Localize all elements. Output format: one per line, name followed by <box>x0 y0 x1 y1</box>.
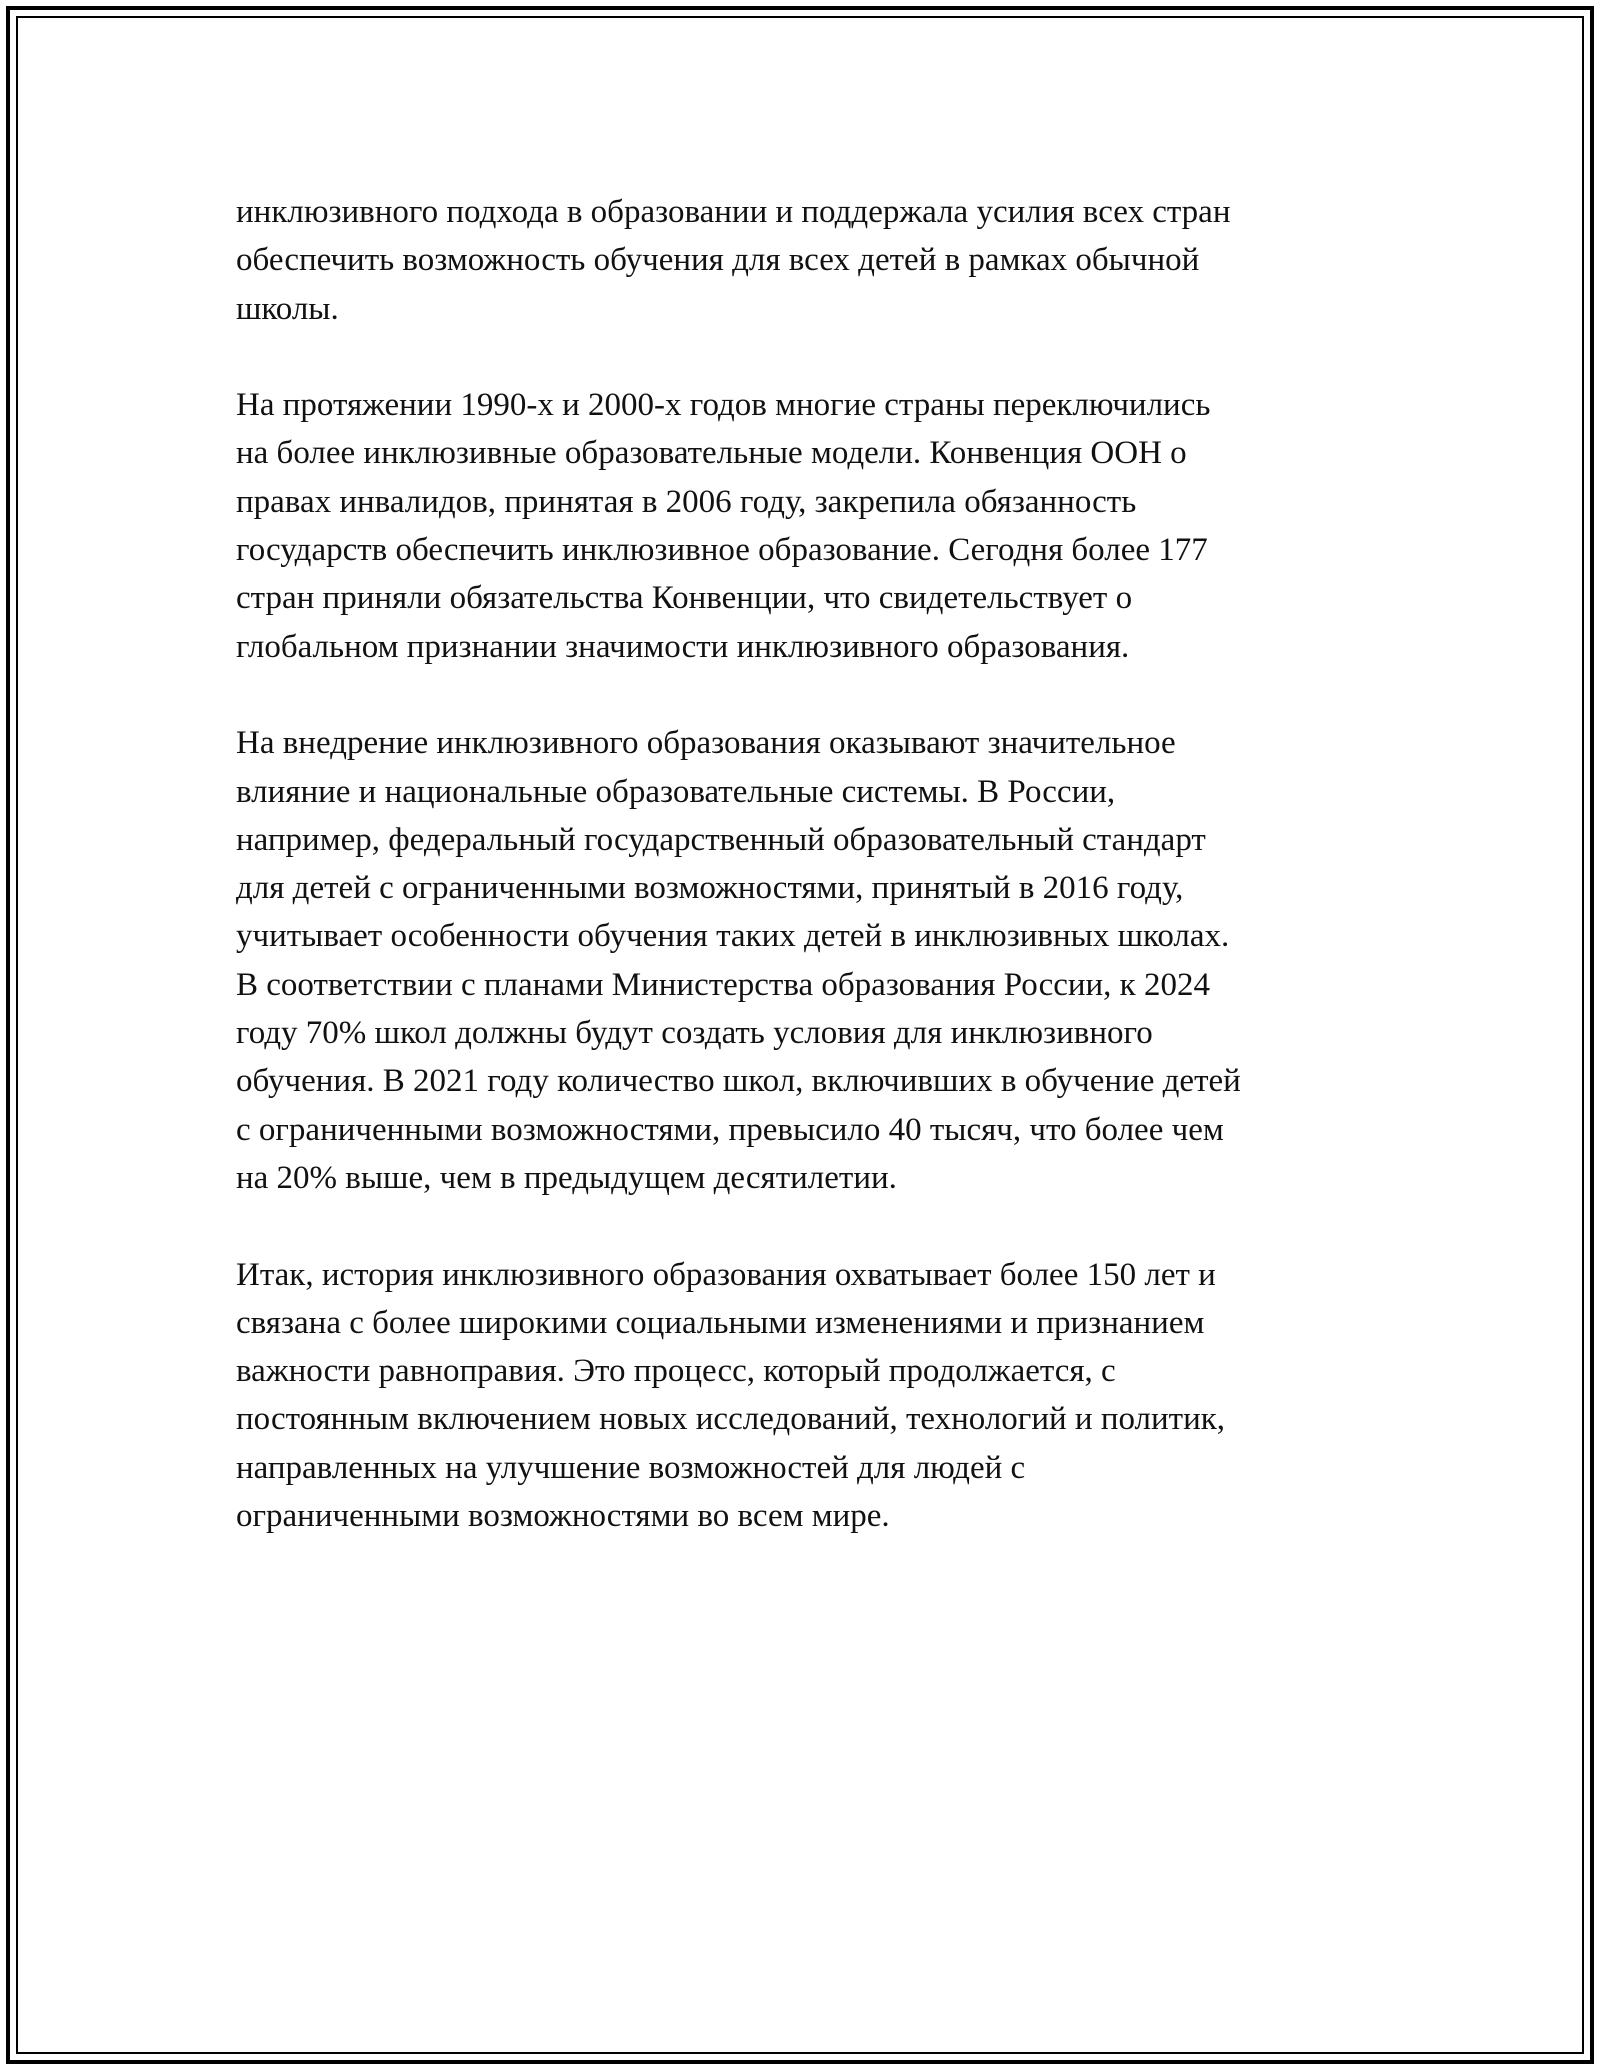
text-line: связана с более широкими социальными изменениями и признанием <box>236 1304 1205 1341</box>
text-line: инклюзивного подхода в образовании и поддержала усилия всех стран <box>236 194 1231 230</box>
text-line: На внедрение инклюзивного образования оказывают значительное <box>236 725 1176 762</box>
text-line: влияние и национальные образовательные системы. В России, <box>236 773 1116 810</box>
text-line: например, федеральный государственный образовательный стандарт <box>236 821 1206 858</box>
text-line: важности равноправия. Это процесс, который продолжается, с <box>236 1353 1116 1390</box>
text-line: На протяжении 1990-х и 2000-х годов многие страны переключились <box>236 387 1211 424</box>
paragraph-3 <box>236 719 1366 1202</box>
paragraph-1 <box>236 188 1366 333</box>
text-line: глобальном признании значимости инклюзивного образования. <box>236 628 1130 665</box>
text-line: В соответствии с планами Министерства образования России, к 2024 <box>236 966 1210 1003</box>
text-line: постоянным включением новых исследований, технологий и политик, <box>236 1401 1226 1438</box>
text-line: направленных на улучшение возможностей для людей с <box>236 1449 1026 1486</box>
text-line: учитывает особенности обучения таких детей в инклюзивных школах. <box>236 918 1230 955</box>
text-line: Итак, история инклюзивного образования охватывает более 150 лет и <box>236 1256 1216 1293</box>
paragraph-2 <box>236 381 1366 671</box>
text-line: правах инвалидов, принятая в 2006 году, закрепила обязанность <box>236 483 1137 520</box>
text-line: с ограниченными возможностями, превысило 40 тысяч, что более чем <box>236 1111 1224 1148</box>
text-line: ограниченными возможностями во всем мире. <box>236 1498 890 1535</box>
text-line: обучения. В 2021 году количество школ, включивших в обучение детей <box>236 1063 1241 1100</box>
text-line: государств обеспечить инклюзивное образование. Сегодня более 177 <box>236 532 1208 569</box>
text-line: школы. <box>236 290 339 327</box>
text-line: для детей с ограниченными возможностями, принятый в 2016 году, <box>236 870 1184 907</box>
text-line: на более инклюзивные образовательные модели. Конвенция ООН о <box>236 435 1187 472</box>
text-line: году 70% школ должны будут создать условия для инклюзивного <box>236 1015 1153 1052</box>
text-line: стран приняли обязательства Конвенции, что свидетельствует о <box>236 580 1133 617</box>
text-line: на 20% выше, чем в предыдущем десятилетии. <box>236 1159 897 1196</box>
text-line: обеспечить возможность обучения для всех детей в рамках обычной <box>236 242 1200 279</box>
paragraph-4 <box>236 1251 1366 1541</box>
document-body <box>236 188 1366 1589</box>
